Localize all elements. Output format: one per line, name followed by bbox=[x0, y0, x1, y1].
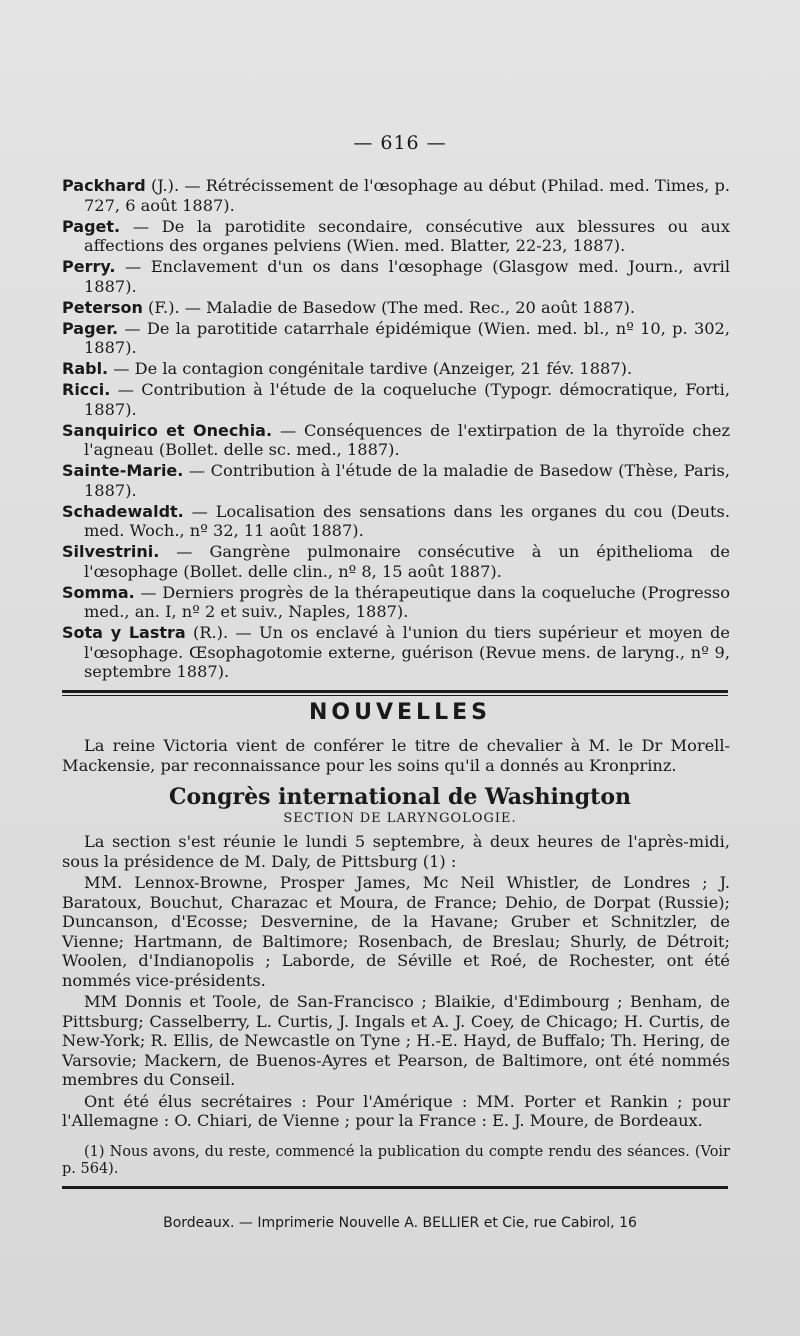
bibliography-entry: Sota y Lastra (R.). — Un os enclavé à l'union du tiers supérieur et moyen de l'œsophage. Œsophagotomie externe, guérison (Revue mens. de laryng., nº 9, septembre 1887). bbox=[62, 623, 730, 681]
bibliography-entry: Schadewaldt. — Localisation des sensations dans les organes du cou (Deuts. med. Woch., nº 32, 11 août 1887). bbox=[62, 501, 730, 540]
congres-paragraph: La section s'est réunie le lundi 5 septembre, à deux heures de l'après-midi, sous la présidence de M. Daly, de Pittsburg (1) : bbox=[62, 832, 730, 871]
imprint-line: Bordeaux. — Imprimerie Nouvelle A. BELLIER et Cie, rue Cabirol, 16 bbox=[163, 1215, 637, 1231]
news-paragraph: La reine Victoria vient de conférer le titre de chevalier à M. le Dr Morell-Mackensie, par reconnaissance pour les soins qu'il a donnés au Kronprinz. bbox=[62, 736, 730, 775]
bibliography-entry: Rabl. — De la contagion congénitale tardive (Anzeiger, 21 fév. 1887). bbox=[62, 359, 633, 378]
page-number: — 616 — bbox=[353, 132, 447, 154]
section-subheading: SECTION DE LARYNGOLOGIE. bbox=[283, 811, 517, 826]
bibliography-entry: Pager. — De la parotitide catarrhale épidémique (Wien. med. bl., nº 10, p. 302, 1887). bbox=[62, 318, 730, 357]
congres-paragraph: MM. Lennox-Browne, Prosper James, Mc Neil Whistler, de Londres ; J. Baratoux, Bouchut, Charazac et Moura, de France; Dehio, de Dorpat (Russie); Duncanson, d'Ecosse; Desvernine, de la Havane; Gruber et Schnitzler, de Vienne; Hartmann, de Baltimore; Rosenbach, de Breslau; Shurly, de Détroit; Woolen, d'Indianopolis ; Laborde, de Séville et Roé, de Rochester, ont été nommés vice-présidents. bbox=[62, 873, 730, 990]
bibliography-entry: Ricci. — Contribution à l'étude de la coqueluche (Typogr. démocratique, Forti, 1887). bbox=[62, 380, 730, 419]
nouvelles-body bbox=[62, 736, 730, 777]
bibliography-entry: Perry. — Enclavement d'un os dans l'œsophage (Glasgow med. Journ., avril 1887). bbox=[62, 257, 730, 296]
bibliography-entry: Sanquirico et Onechia. — Conséquences de l'extirpation de la thyroïde chez l'agneau (Bollet. delle sc. med., 1887). bbox=[62, 420, 730, 459]
bibliography-entry: Peterson (F.). — Maladie de Basedow (The med. Rec., 20 août 1887). bbox=[62, 297, 636, 317]
congres-heading: Congrès international de Washington bbox=[168, 784, 632, 810]
bibliography-entry: Somma. — Derniers progrès de la thérapeutique dans la coqueluche (Progresso med., an. I, nº 2 et suiv., Naples, 1887). bbox=[62, 582, 730, 621]
bibliography-entry: Sainte-Marie. — Contribution à l'étude de la maladie de Basedow (Thèse, Paris, 1887). bbox=[62, 461, 730, 500]
nouvelles-heading: NOUVELLES bbox=[309, 700, 491, 725]
congres-body bbox=[62, 832, 730, 1133]
section-divider bbox=[62, 690, 728, 693]
footnote: (1) Nous avons, du reste, commencé la publication du compte rendu des séances. (Voir p. 564). bbox=[62, 1144, 730, 1177]
congres-paragraph: MM Donnis et Toole, de San-Francisco ; Blaikie, d'Edimbourg ; Benham, de Pittsburg; Casselberry, L. Curtis, J. Ingals et A. J. Coey, de Chicago; H. Curtis, de New-York; R. Ellis, de Newcastle on Tyne ; H.-E. Hayd, de Buffalo; Th. Hering, de Varsovie; Mackern, de Buenos-Ayres et Pearson, de Baltimore, ont été nommés membres du Conseil. bbox=[62, 992, 730, 1089]
bibliography-entry: Packhard (J.). — Rétrécissement de l'œsophage au début (Philad. med. Times, p. 727, 6 août 1887). bbox=[62, 176, 731, 215]
bibliography-list bbox=[62, 176, 730, 683]
footnote-block bbox=[62, 1144, 730, 1178]
section-divider-thin bbox=[62, 695, 728, 696]
footer-divider bbox=[62, 1186, 728, 1189]
bibliography-entry: Paget. — De la parotidite secondaire, consécutive aux blessures ou aux affections des organes pelviens (Wien. med. Blatter, 22-23, 1887). bbox=[62, 216, 730, 255]
bibliography-entry: Silvestrini. — Gangrène pulmonaire consécutive à un épithelioma de l'œsophage (Bollet. delle clin., nº 8, 15 août 1887). bbox=[62, 542, 730, 581]
congres-paragraph: Ont été élus secrétaires : Pour l'Amérique : MM. Porter et Rankin ; pour l'Allemagne : O. Chiari, de Vienne ; pour la France : E. J. Moure, de Bordeaux. bbox=[62, 1091, 730, 1130]
